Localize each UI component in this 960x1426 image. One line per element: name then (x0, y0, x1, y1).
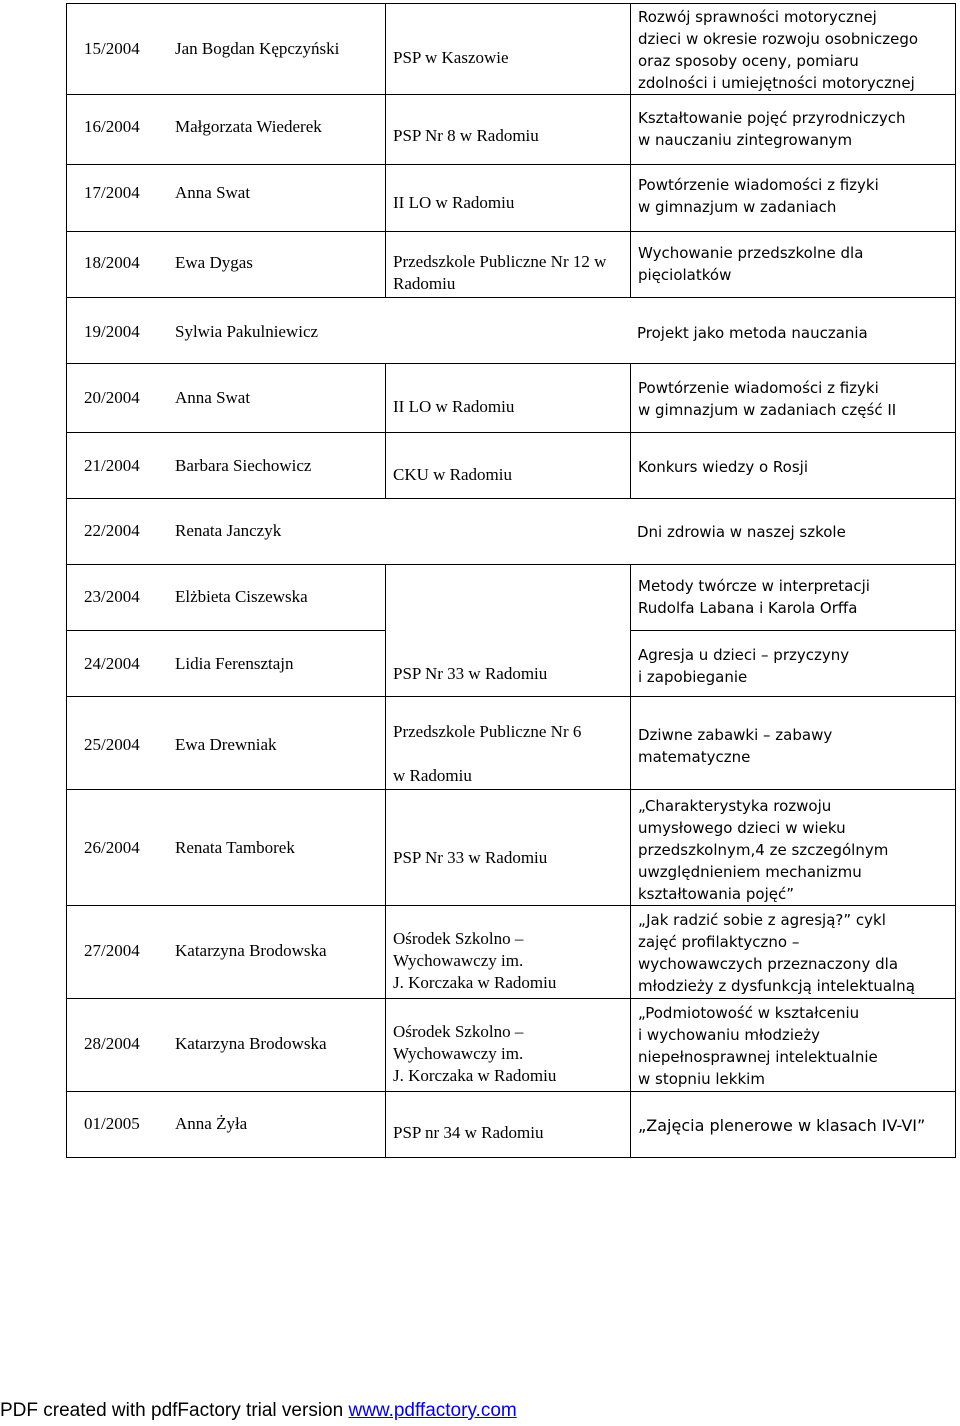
table-row (66, 631, 956, 697)
table-row (66, 1092, 956, 1158)
author-name: Jan Bogdan Kępczyński (175, 39, 340, 58)
topic-cell: Powtórzenie wiadomości z fizyki w gimnazjum w zadaniach (630, 165, 956, 232)
table-row (66, 697, 956, 790)
row-number: 01/2005 (84, 1114, 140, 1133)
school-name: PSP Nr 33 w Radomiu (393, 848, 548, 867)
pdf-footer (0, 1400, 517, 1422)
school-name: CKU w Radomiu (393, 465, 512, 484)
author-name: Małgorzata Wiederek (175, 117, 322, 136)
table-row (66, 364, 956, 433)
author-name: Anna Żyła (175, 1114, 248, 1133)
row-number: 21/2004 (84, 456, 140, 475)
school-name: Wychowawczy im. (393, 1044, 524, 1063)
table-row (66, 790, 956, 906)
row-number: 24/2004 (84, 654, 140, 673)
table-row (66, 433, 956, 499)
footer-link[interactable]: www.pdffactory.com (348, 1400, 517, 1421)
topic-cell: Agresja u dzieci – przyczyny i zapobieganie (630, 631, 956, 697)
school-name: Ośrodek Szkolno – (393, 1022, 524, 1041)
author-name: Lidia Ferensztajn (175, 654, 294, 673)
school-name: J. Korczaka w Radomiu (393, 1066, 557, 1085)
author-name: Anna Swat (175, 183, 251, 202)
table-row (66, 298, 956, 364)
topic-cell: Metody twórcze w interpretacji Rudolfa Labana i Karola Orffa (630, 565, 956, 631)
author-name: Sylwia Pakulniewicz (175, 322, 319, 341)
topic-cell: „Podmiotowość w kształceniu i wychowaniu młodzieży niepełnosprawnej intelektualnie w stopniu lekkim (630, 999, 956, 1092)
row-number: 25/2004 (84, 735, 140, 754)
author-name: Barbara Siechowicz (175, 456, 312, 475)
topic-cell: „Charakterystyka rozwoju umysłowego dzieci w wieku przedszkolnym,4 ze szczególnym uwzględnieniem mechanizmu kształtowania pojęć” (630, 790, 956, 906)
table-row (66, 999, 956, 1092)
topic-cell: Kształtowanie pojęć przyrodniczych w nauczaniu zintegrowanym (630, 95, 956, 165)
school-name: Ośrodek Szkolno – (393, 929, 524, 948)
topic-cell: Dni zdrowia w naszej szkole (630, 499, 956, 565)
topic-cell: Projekt jako metoda nauczania (630, 298, 956, 364)
school-name: PSP nr 34 w Radomiu (393, 1123, 544, 1142)
row-number: 27/2004 (84, 941, 140, 960)
author-name: Renata Tamborek (175, 838, 295, 857)
school-name: PSP w Kaszowie (393, 48, 509, 67)
table-row (66, 3, 956, 95)
school-name: PSP Nr 33 w Radomiu (393, 664, 548, 683)
author-name: Renata Janczyk (175, 521, 282, 540)
author-name: Elżbieta Ciszewska (175, 587, 308, 606)
school-name: II LO w Radomiu (393, 193, 515, 212)
school-name: PSP Nr 8 w Radomiu (393, 126, 539, 145)
school-name: Przedszkole Publiczne Nr 12 w Radomiu (393, 252, 607, 293)
topic-cell: „Jak radzić sobie z agresją?” cykl zajęć profilaktyczno – wychowawczych przeznaczony dla młodzieży z dysfunkcją intelektualną (630, 906, 956, 999)
topic-cell: „Zajęcia plenerowe w klasach IV-VI” (630, 1092, 956, 1158)
row-number: 22/2004 (84, 521, 140, 540)
table-row (66, 906, 956, 999)
table-row (66, 565, 956, 631)
school-name: J. Korczaka w Radomiu (393, 973, 557, 992)
topic-cell: Konkurs wiedzy o Rosji (630, 433, 956, 499)
school-name: Wychowawczy im. (393, 951, 524, 970)
topic-cell: Rozwój sprawności motorycznej dzieci w okresie rozwoju osobniczego oraz sposoby oceny, pomiaru zdolności i umiejętności motorycznej (630, 3, 956, 95)
author-name: Ewa Drewniak (175, 735, 277, 754)
school-name: w Radomiu (393, 766, 472, 785)
author-name: Katarzyna Brodowska (175, 1034, 327, 1053)
topic-cell: Dziwne zabawki – zabawy matematyczne (630, 697, 956, 790)
author-name: Katarzyna Brodowska (175, 941, 327, 960)
author-name: Ewa Dygas (175, 253, 253, 272)
topic-cell: Wychowanie przedszkolne dla pięciolatków (630, 232, 956, 298)
table-row (66, 499, 956, 565)
row-number: 28/2004 (84, 1034, 140, 1053)
row-number: 15/2004 (84, 39, 140, 58)
topic-cell: Powtórzenie wiadomości z fizyki w gimnazjum w zadaniach część II (630, 364, 956, 433)
footer-text: PDF created with pdfFactory trial version (0, 1400, 349, 1421)
author-name: Anna Swat (175, 388, 251, 407)
row-number: 23/2004 (84, 587, 140, 606)
school-name: Przedszkole Publiczne Nr 6 (393, 722, 582, 741)
row-number: 19/2004 (84, 322, 140, 341)
row-number: 16/2004 (84, 117, 140, 136)
row-number: 18/2004 (84, 253, 140, 272)
school-name: II LO w Radomiu (393, 397, 515, 416)
table-row (66, 232, 956, 298)
table-row (66, 165, 956, 232)
row-number: 26/2004 (84, 838, 140, 857)
table-row (66, 95, 956, 165)
row-number: 20/2004 (84, 388, 140, 407)
row-number: 17/2004 (84, 183, 140, 202)
